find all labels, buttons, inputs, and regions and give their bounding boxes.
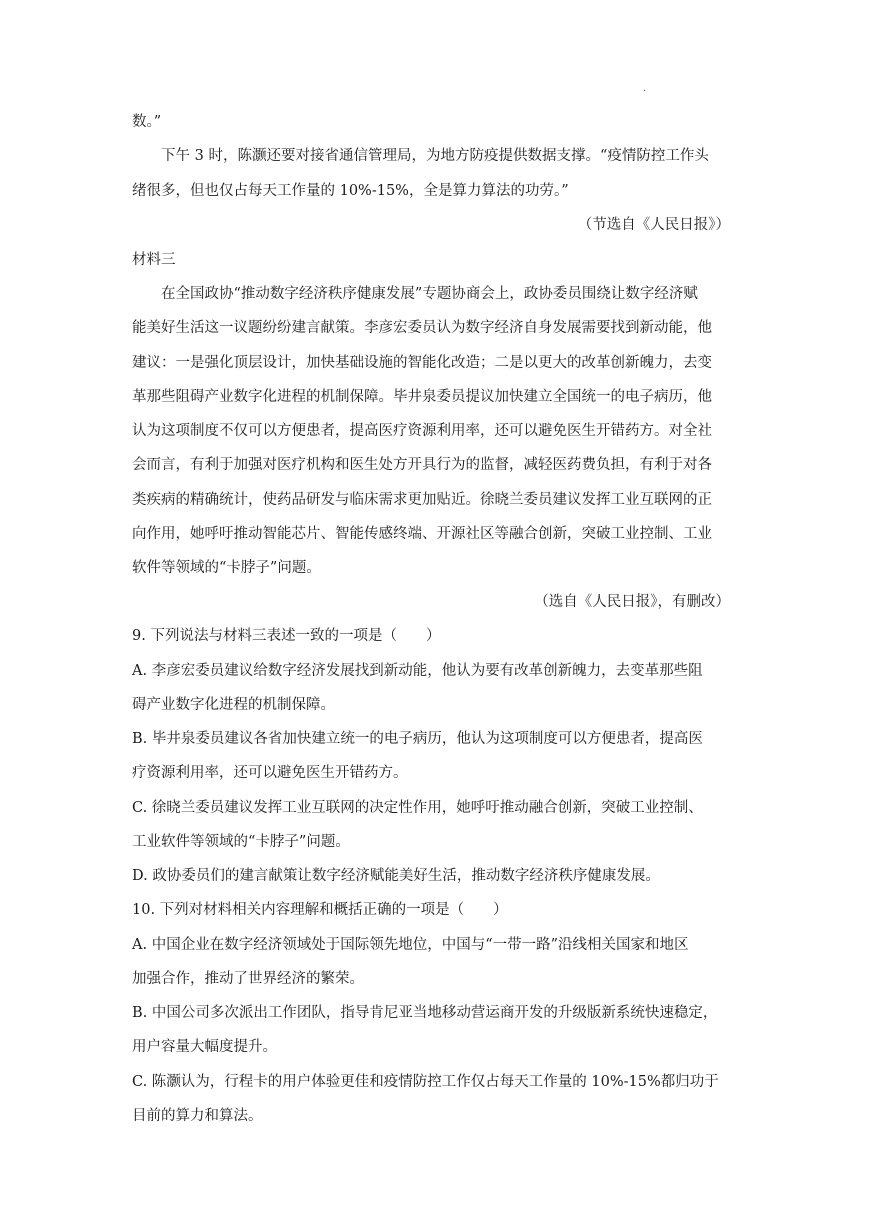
text-line: 认为这项制度不仅可以方便患者，提高医疗资源利用率，还可以避免医生开错药方。对全社 <box>132 423 712 439</box>
text-line: 会而言，有利于加强对医疗机构和医生处方开具行为的监督，减轻医药费负担，有利于对各 <box>132 457 712 473</box>
text-line: 下午 3 时，陈灏还要对接省通信管理局，为地方防疫提供数据支撑。“疫情防控工作头 <box>161 148 709 164</box>
question-10-option-b: B. 中国公司多次派出工作团队，指导肯尼亚当地移动营运商开发的升级版新系统快速稳定， <box>132 1005 718 1021</box>
question-10-option-c: C. 陈灏认为，行程卡的用户体验更佳和疫情防控工作仅占每天工作量的 10%-15%都归功于 <box>132 1074 719 1090</box>
text-line: 能美好生活这一议题纷纷建言献策。李彦宏委员认为数字经济自身发展需要找到新动能，他 <box>132 320 712 336</box>
question-9-option-b: B. 毕井泉委员建议各省加快建立统一的电子病历，他认为这项制度可以方便患者，提高医 <box>132 731 703 747</box>
source-citation: （节选自《人民日报》） <box>577 217 730 233</box>
question-10-option-b: 用户容量大幅度提升。 <box>132 1039 277 1055</box>
source-citation: （选自《人民日报》，有删改） <box>534 594 730 610</box>
text-line: 软件等领域的“卡脖子”问题。 <box>132 560 321 576</box>
text-line: 向作用，她呼吁推动智能芯片、智能传感终端、开源社区等融合创新，突破工业控制、工业 <box>132 526 712 542</box>
question-9-option-c: 工业软件等领域的“卡脖子”问题。 <box>132 834 350 850</box>
question-10-option-a: 加强合作，推动了世界经济的繁荣。 <box>132 971 364 987</box>
page-mark: . <box>643 83 647 94</box>
text-line: 绪很多，但也仅占每天工作量的 10%-15%，全是算力算法的功劳。” <box>132 183 569 199</box>
question-10-option-c: 目前的算力和算法。 <box>132 1108 263 1124</box>
text-line: 在全国政协“推动数字经济秩序健康发展”专题协商会上，政协委员围绕让数字经济赋 <box>161 286 698 302</box>
question-10-stem: 10. 下列对材料相关内容理解和概括正确的一项是（ ） <box>132 902 508 918</box>
question-9-option-c: C. 徐晓兰委员建议发挥工业互联网的决定性作用，她呼吁推动融合创新，突破工业控制、 <box>132 800 703 816</box>
question-10-option-a: A. 中国企业在数字经济领域处于国际领先地位，中国与“一带一路”沿线相关国家和地区 <box>132 937 689 953</box>
text-line: 类疾病的精确统计，使药品研发与临床需求更加贴近。徐晓兰委员建议发挥工业互联网的正 <box>132 492 712 508</box>
question-9-option-a: 碍产业数字化进程的机制保障。 <box>132 697 335 713</box>
question-9-stem: 9. 下列说法与材料三表述一致的一项是（ ） <box>132 628 441 644</box>
section-heading: 材料三 <box>132 252 176 268</box>
question-9-option-d: D. 政协委员们的建言献策让数字经济赋能美好生活，推动数字经济秩序健康发展。 <box>132 868 660 884</box>
text-line: 革那些阻碍产业数字化进程的机制保障。毕井泉委员提议加快建立全国统一的电子病历，他 <box>132 389 712 405</box>
text-line: 建议：一是强化顶层设计，加快基础设施的智能化改造；二是以更大的改革创新魄力，去变 <box>132 355 712 371</box>
question-9-option-a: A. 李彦宏委员建议给数字经济发展找到新动能，他认为要有改革创新魄力，去变革那些阻 <box>132 663 703 679</box>
text-line: 数。” <box>132 114 162 130</box>
question-9-option-b: 疗资源利用率，还可以避免医生开错药方。 <box>132 765 408 781</box>
